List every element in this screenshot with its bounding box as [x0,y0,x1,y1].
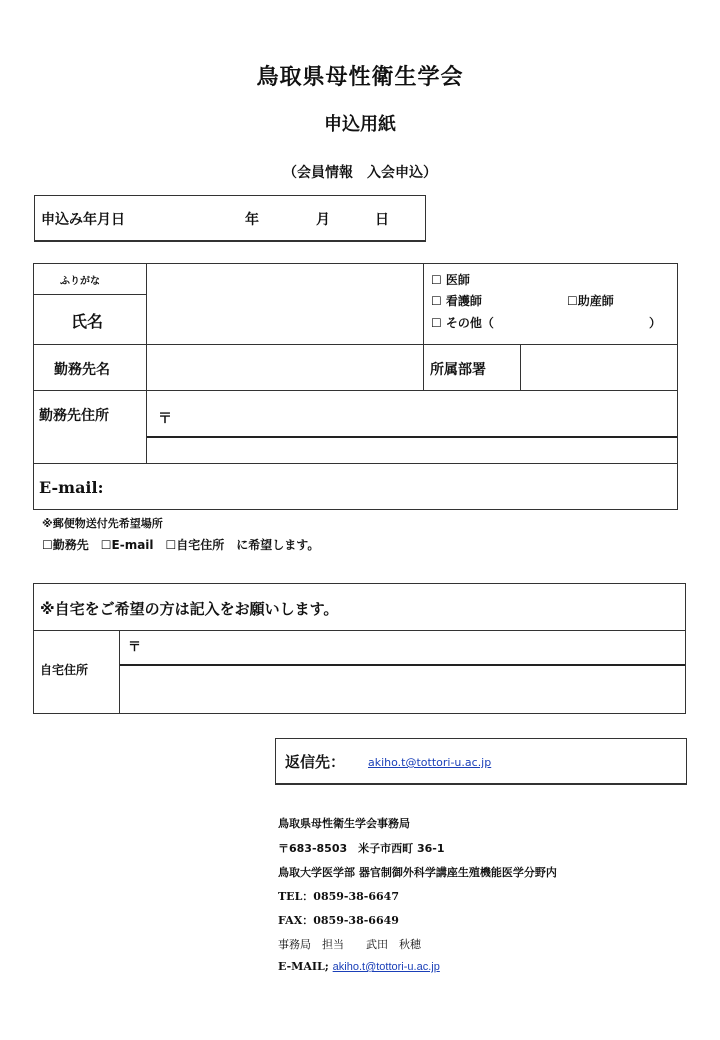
year-label: 年 [245,212,259,228]
postal-mark: 〒 [158,411,172,427]
office-email-line [278,960,440,973]
month-label: 月 [316,212,330,228]
occupation-nurse-checkbox[interactable]: ☐ 看護師 [431,294,482,308]
furigana-label: ふりがな [60,276,100,287]
grid-line [119,664,685,666]
grid-line [146,264,147,463]
document-title: 鳥取県母性衛生学会 [256,65,464,90]
department-label: 所属部署 [430,362,486,378]
application-date-box [34,195,426,242]
home-postal-mark: 〒 [128,640,142,655]
mail-destination-options[interactable]: ☐勤務先 ☐E-mail ☐自宅住所 に希望します。 [42,538,320,552]
office-email-label: E-MAIL; [278,960,329,973]
office-email-link[interactable]: akiho.t@tottori-u.ac.jp [332,961,440,973]
grid-line [34,463,677,464]
grid-line [34,344,677,345]
grid-line [34,390,677,391]
name-label: 氏名 [71,312,104,331]
office-department: 鳥取大学医学部 器官制御外科学講座生殖機能医学分野内 [278,866,557,879]
home-address-label: 自宅住所 [40,663,89,677]
occupation-other-checkbox[interactable]: ☐ その他（ [431,316,494,330]
form-type-note: （会員情報 入会申込） [283,165,437,181]
reply-email-link[interactable]: akiho.t@tottori-u.ac.jp [368,756,492,769]
office-name: 鳥取県母性衛生学会事務局 [278,817,410,830]
work-address-label: 勤務先住所 [39,408,109,424]
applicant-info-table [33,263,678,510]
email-label: E-mail: [39,478,104,497]
grid-line [34,630,685,631]
office-contact-person: 事務局 担当 武田 秋穂 [278,938,421,951]
home-section-heading: ※自宅をご希望の方は記入をお願いします。 [40,600,339,618]
occupation-midwife-checkbox[interactable]: ☐助産師 [567,294,614,308]
grid-line [34,294,146,295]
workplace-label: 勤務先名 [54,362,110,378]
office-postal-address: 〒683-8503 米子市西町 36-1 [278,842,445,855]
reply-label: 返信先： [285,753,346,771]
grid-line [119,630,120,714]
office-fax: FAX：0859-38-6649 [278,914,399,927]
application-date-label: 申込み年月日 [41,212,125,228]
grid-line [520,344,521,390]
occupation-doctor-checkbox[interactable]: ☐ 医師 [431,273,470,287]
day-label: 日 [375,212,389,228]
grid-line [423,264,424,390]
home-address-table [33,583,686,714]
document-subtitle: 申込用紙 [324,114,396,135]
office-tel: TEL：0859-38-6647 [278,890,399,903]
mail-destination-note: ※郵便物送付先希望場所 [42,517,163,530]
grid-line [146,436,677,438]
occupation-other-close: ） [649,316,662,330]
reply-box [275,738,687,785]
